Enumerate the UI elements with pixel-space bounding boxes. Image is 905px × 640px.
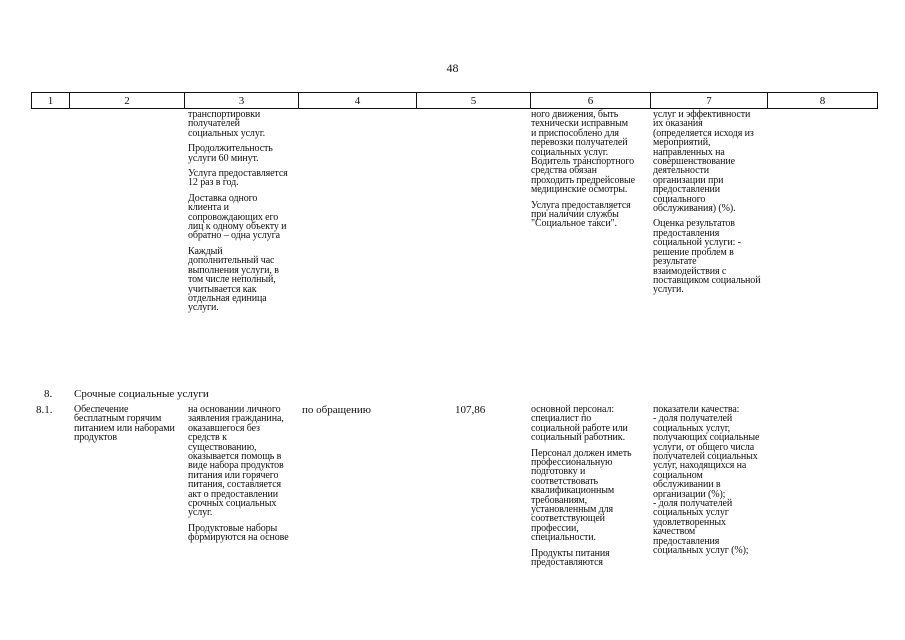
header-cell-2: 2 (70, 93, 185, 109)
row-price: 107,86 (455, 404, 486, 416)
section-title: Срочные социальные услуги (74, 388, 209, 400)
cont-col6-para: Услуга предоставляется при наличии службы "Социальное такси". (531, 199, 631, 230)
row-col6 (531, 405, 635, 574)
cont-col6-para: ного движения, быть технически исправным и приспособлено для перевозки получателей социальных услуг. Водитель транспортного средства обязан проходить предрейсовые медицинские осмотры. (531, 109, 635, 196)
header-cell-4: 4 (299, 93, 417, 109)
header-cell-6: 6 (531, 93, 651, 109)
header-cell-5: 5 (417, 93, 531, 109)
row-col6-para: Продукты питания предоставляются (531, 547, 610, 569)
row-col7-para: - доля получателей социальных услуг удовлетворенных качеством предоставления социальных услуг (%); (653, 498, 749, 557)
cont-col6 (531, 110, 635, 235)
row-col3 (188, 405, 290, 549)
cont-col3-para: Доставка одного клиента и сопровождающих его лиц к одному объекту и обратно – одна услуга (188, 192, 287, 242)
cont-col3-para: Каждый дополнительный час выполнения услуги, в том числе неполный, учитывается как отдельная единица услуги. (188, 245, 279, 314)
table-header (31, 92, 878, 109)
cont-col7-para: Оценка результатов предоставления социальной услуги: - решение проблем в результате взаимодействия с поставщиком социальной услуги. (653, 218, 761, 296)
header-cell-7: 7 (651, 93, 768, 109)
header-cell-3: 3 (185, 93, 299, 109)
row-col3-para: на основании личного заявления гражданина, оказавшегося без средств к существованию, оказывается помощь в виде набора продуктов питания или горячего питания, составляется акт о предоставлении срочных социальных услуг. (188, 404, 284, 519)
header-cell-1: 1 (32, 93, 70, 109)
row-number: 8.1. (36, 404, 53, 416)
page-number: 48 (446, 61, 459, 75)
row-frequency: по обращению (302, 404, 371, 416)
row-service-name (74, 405, 180, 449)
header-row (32, 93, 878, 109)
header-cell-8: 8 (768, 93, 878, 109)
row-col7 (653, 405, 762, 556)
cont-col3-para: Продолжительность услуги 60 минут. (188, 143, 273, 164)
row-col3-para: Продуктовые наборы формируются на основе (188, 522, 289, 544)
cont-col3 (188, 110, 290, 319)
row-col7-para: показатели качества: (653, 404, 740, 415)
section-number: 8. (44, 388, 53, 400)
row-col6-para: Персонал должен иметь профессиональную подготовку и соответствовать квалификационным требованиям, установленным для соответствующей профессии, специальности. (531, 447, 632, 544)
row-col7-para: - доля получателей социальных услуг, получающих социальные услуги, от общего числа получателей социальных услуг, находящихся на социальном обслуживании в организации (%); (653, 413, 760, 500)
cont-col7-para: услуг и эффективности их оказания (определяется исходя из мероприятий, направленных на совершенствование деятельности организации при предоставлении социального обслуживания) (%). (653, 109, 754, 215)
cont-col3-para: транспортировки получателей социальных услуг. (188, 109, 265, 139)
row-service-name-text: Обеспечение бесплатным горячим питанием или наборами продуктов (74, 404, 175, 444)
cont-col7 (653, 110, 762, 301)
cont-col3-para: Услуга предоставляется 12 раз в год. (188, 168, 288, 189)
row-col6-para: основной персонал: специалист по социальной работе или социальный работник. (531, 404, 628, 444)
